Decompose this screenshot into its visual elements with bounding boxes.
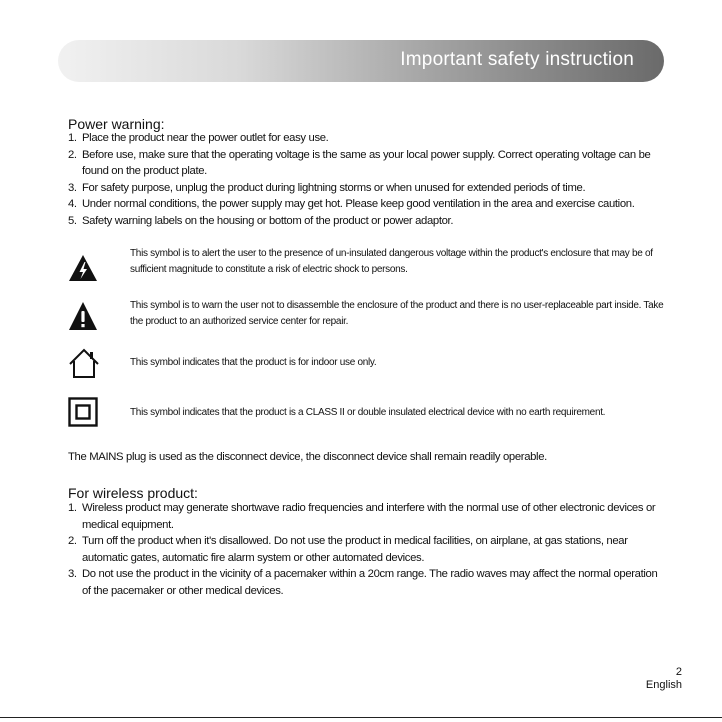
wireless-heading: For wireless product: [68, 485, 198, 501]
item-text: Under normal conditions, the power supply may get hot. Please keep good ventilation in the area and exercise caution. [82, 198, 635, 210]
symbol-description: This symbol indicates that the product is a CLASS II or double insulated electrical device with no earth requirement. [130, 407, 606, 418]
item-text: Wireless product may generate shortwave radio frequencies and interfere with the normal use of other electronic devices or medical equipment. [82, 502, 656, 531]
double-square-icon [68, 397, 98, 432]
list-item [68, 196, 668, 213]
item-text: Before use, make sure that the operating voltage is the same as your local power supply. Correct operating voltage can be found on the product plate. [82, 148, 651, 177]
page-number: 2 [675, 666, 682, 678]
title-banner [58, 40, 664, 82]
list-item [68, 147, 668, 180]
list-item [68, 533, 668, 566]
item-number: 4. [68, 198, 77, 210]
wireless-list [68, 500, 668, 599]
bottom-divider [0, 717, 722, 718]
list-item [68, 130, 668, 147]
lightning-warning-icon [68, 254, 98, 287]
list-item [68, 213, 668, 230]
exclamation-warning-icon [68, 301, 98, 336]
symbol-description: This symbol is to warn the user not to disassemble the enclosure of the product and there is no user-replaceable part inside. Take the product to an authorized service center for repair. [130, 300, 664, 327]
power-warning-heading: Power warning: [68, 116, 165, 132]
item-text: Place the product near the power outlet for easy use. [82, 132, 329, 144]
item-text: For safety purpose, unplug the product during lightning storms or when unused for extended periods of time. [82, 181, 586, 194]
list-item [68, 180, 668, 197]
symbol-description: This symbol indicates that the product is for indoor use only. [130, 357, 377, 368]
item-text: Safety warning labels on the housing or bottom of the product or power adaptor. [82, 214, 454, 227]
item-text: Turn off the product when it's disallowed. Do not use the product in medical facilities, on airplane, at gas stations, near automatic gates, automatic fire alarm system or other automated devices. [82, 535, 628, 564]
item-number: 2. [68, 535, 77, 547]
item-number: 5. [68, 214, 77, 227]
power-warning-list [68, 130, 668, 229]
item-number: 2. [68, 148, 77, 161]
mains-note: The MAINS plug is used as the disconnect device, the disconnect device shall remain readily operable. [68, 451, 547, 463]
item-text: Do not use the product in the vicinity of a pacemaker within a 20cm range. The radio waves may affect the normal operation of the pacemaker or other medical devices. [82, 568, 658, 597]
language-label: English [645, 679, 682, 691]
item-number: 1. [68, 502, 77, 514]
item-number: 1. [68, 132, 77, 144]
symbol-description: This symbol is to alert the user to the presence of un-insulated dangerous voltage within the product's enclosure that may be of sufficient magnitude to constitute a risk of electric shock to persons. [130, 248, 653, 275]
item-number: 3. [68, 568, 77, 580]
list-item [68, 500, 668, 533]
house-icon [68, 347, 100, 384]
list-item [68, 566, 668, 599]
page-title: Important safety instruction [400, 49, 634, 70]
item-number: 3. [68, 181, 77, 194]
